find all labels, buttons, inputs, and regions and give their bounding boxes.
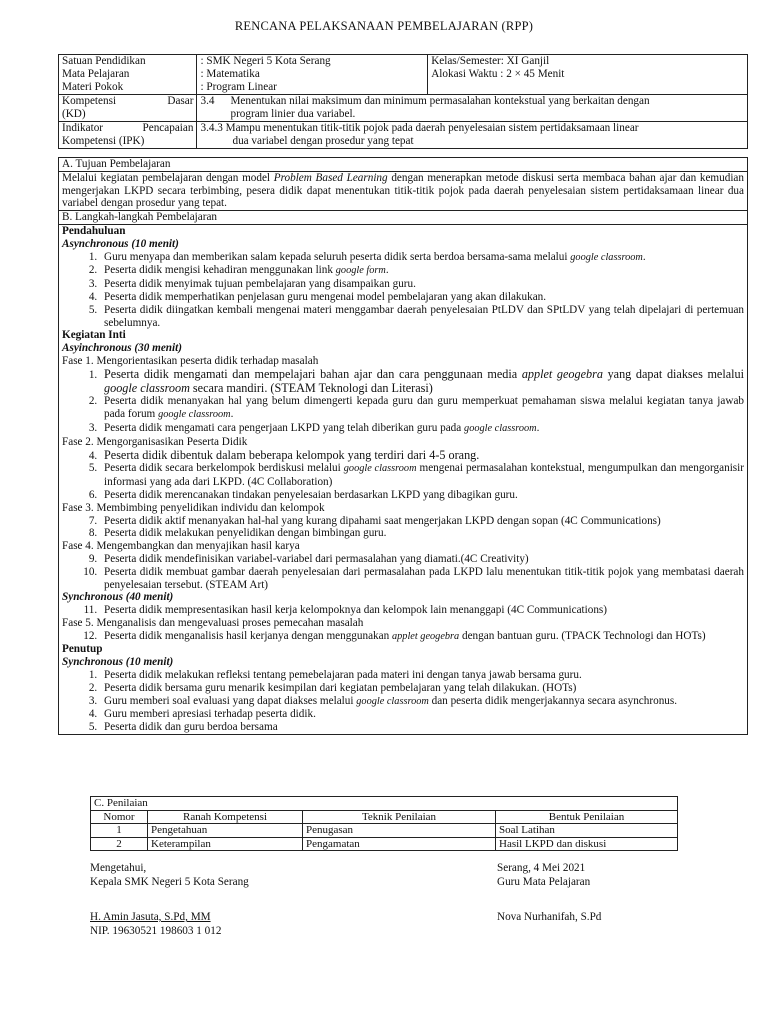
table-cell: 1 [91, 824, 148, 838]
table-cell: Keterampilan [148, 837, 303, 851]
inti-subheading: Asyinchronous (30 menit) [62, 342, 182, 355]
kepala-title: Kepala SMK Negeri 5 Kota Serang [90, 876, 249, 888]
list-item: 3. Peserta didik mengamati cara pengerjaan LKPD yang telah diberikan guru pada google classroom. [100, 422, 744, 436]
guru-title: Guru Mata Pelajaran [497, 876, 591, 888]
list-item: 12. Peserta didik menganalisis hasil kerjanya dengan menggunakan applet geogebra dengan bantuan guru. (TPACK Technologi dan HOTs) [100, 630, 744, 644]
header-table [58, 54, 748, 149]
kepala-name: H. Amin Jasuta, S.Pd, MM [90, 911, 211, 923]
tujuan-text-b: dengan menerapkan metode diskusi serta membaca bahan ajar dan kemudian mengerjakan LKPD secara terbimbing, pesera didik dapat menentukan titik-titik pojok pada daerah penyelesaian sistem pertidaksamaan linear dua variabel dengan prosedur yang tepat. [62, 171, 744, 210]
fase-5-list [62, 630, 744, 644]
kd-label-b: Dasar [167, 95, 194, 107]
table-cell: Pengetahuan [148, 824, 303, 838]
kd-label-a: Kompetensi [62, 95, 117, 107]
pendahuluan-list [62, 251, 744, 330]
ipk-label-b: Pencapaian [142, 122, 194, 134]
list-item: 9. Peserta didik mendefinisikan variabel-variabel dari permasalahan yang diamati.(4C Creativity) [100, 553, 744, 566]
label-materi: Materi Pokok [62, 81, 124, 93]
list-item: 1. Peserta didik melakukan refleksi tentang pemebelajaran pada materi ini dengan tanya jawab bersama guru. [100, 669, 744, 682]
alokasi-waktu: Alokasi Waktu : 2 × 45 Menit [431, 68, 565, 80]
list-item: 11. Peserta didik mempresentasikan hasil kerja kelompoknya dan kelompok lain menanggapi (4C Communications) [100, 604, 744, 617]
fase-3-heading: Fase 3. Membimbing penyelidikan individu dan kelompok [62, 501, 325, 514]
list-item: 1. Peserta didik mengamati dan mempelajari bahan ajar dan cara penggunaan media applet geogebra yang dapat diakses melalui google classroom secara mandiri. (STEAM Teknologi dan Literasi) [100, 368, 744, 396]
tujuan-paragraph [59, 171, 748, 210]
langkah-heading: B. Langkah-langkah Pembelajaran [59, 211, 748, 225]
fase-1-heading: Fase 1. Mengorientasikan peserta didik terhadap masalah [62, 354, 319, 367]
tujuan-heading: A. Tujuan Pembelajaran [59, 158, 748, 172]
langkah-content [59, 224, 748, 734]
fase-4-list [62, 553, 744, 591]
label-mapel: Mata Pelajaran [62, 68, 130, 80]
kepala-nip: NIP. 19630521 198603 1 012 [90, 925, 222, 937]
column-header: Teknik Penilaian [303, 810, 496, 824]
list-item: 10. Peserta didik membuat gambar daerah penyelesaian dari permasalahan pada LKPD lalu menentukan titik-titik pojok yang membatasi daerah penyelesaian tersebut. (STEAM Art) [100, 566, 744, 592]
penilaian-heading: C. Penilaian [91, 797, 678, 811]
label-satuan: Satuan Pendidikan [62, 55, 146, 67]
list-item: 4. Peserta didik memperhatikan penjelasan guru mengenai model pembelajaran yang akan dilakukan. [100, 291, 744, 304]
signature-left-name [90, 910, 221, 938]
penutup-subheading: Synchronous (10 menit) [62, 656, 174, 669]
column-header: Nomor [91, 810, 148, 824]
fase-4b-list [62, 604, 744, 617]
ipk-label [59, 122, 197, 149]
kd-number: 3.4 [200, 95, 215, 107]
list-item: 8. Peserta didik melakukan penyelidikan dengan bimbingan guru. [100, 527, 744, 540]
fase-4-heading: Fase 4. Mengembangkan dan menyajikan hasil karya [62, 540, 300, 553]
table-cell: Pengamatan [303, 837, 496, 851]
tujuan-text-model: Problem Based Learning [273, 171, 388, 184]
ipk-label-a: Indikator [62, 122, 104, 134]
pendahuluan-subheading: Asynchronous (10 menit) [62, 237, 179, 250]
tujuan-text-a: Melalui kegiatan pembelajaran dengan model [62, 171, 274, 184]
list-item: 4. Guru memberi apresiasi terhadap peserta didik. [100, 708, 744, 721]
pendahuluan-heading: Pendahuluan [62, 224, 126, 237]
kd-text-line2: program linier dua variabel. [230, 108, 356, 120]
identity-values [197, 55, 428, 95]
fase-3-list [62, 515, 744, 541]
list-item: 5. Peserta didik secara berkelompok berdiskusi melalui google classroom mengenai permasalahan kontekstual, mengumpulkan dan mengorganisir informasi yang ada dari LKPD. (4C Collaboration) [100, 462, 744, 489]
ipk-text-line1: 3.4.3 Mampu menentukan titik-titik pojok pada daerah penyelesaian sistem pertidaksamaan linear [200, 122, 639, 134]
kelas-semester: Kelas/Semester: XI Ganjil [431, 55, 550, 67]
identity-labels [59, 55, 197, 95]
value-satuan: : SMK Negeri 5 Kota Serang [200, 55, 331, 67]
ipk-text-line2: dua variabel dengan prosedur yang tepat [232, 135, 414, 147]
class-info [428, 55, 748, 95]
inti-heading: Kegiatan Inti [62, 329, 126, 342]
list-item: 2. Peserta didik mengisi kehadiran menggunakan link google form. [100, 264, 744, 278]
penilaian-table [90, 796, 678, 851]
penutup-list [62, 669, 744, 734]
fase-5-heading: Fase 5. Menganalisis dan mengevaluasi proses pemecahan masalah [62, 616, 364, 629]
table-cell: Soal Latihan [496, 824, 678, 838]
document-title: RENCANA PELAKSANAAN PEMBELAJARAN (RPP) [234, 19, 534, 33]
penutup-heading: Penutup [62, 643, 103, 656]
kd-label [59, 95, 197, 122]
kd-text-line1: Menentukan nilai maksimum dan minimum permasalahan kontekstual yang berkaitan dengan [230, 95, 650, 107]
column-header: Bentuk Penilaian [496, 810, 678, 824]
list-item: 6. Peserta didik merencanakan tindakan penyelesaian berdasarkan LKPD yang dibagikan guru. [100, 489, 744, 502]
signature-left [90, 861, 249, 889]
fase-2-heading: Fase 2. Mengorganisasikan Peserta Didik [62, 435, 248, 448]
table-row [91, 824, 678, 838]
list-item: 7. Peserta didik aktif menanyakan hal-hal yang kurang dipahami saat mengerjakan LKPD dengan sopan (4C Communications) [100, 515, 744, 528]
list-item: 5. Peserta didik dan guru berdoa bersama [100, 721, 744, 734]
place-date: Serang, 4 Mei 2021 [497, 862, 586, 874]
list-item: 3. Peserta didik menyimak tujuan pembelajaran yang disampaikan guru. [100, 278, 744, 291]
kd-content [197, 95, 748, 122]
list-item: 2. Peserta didik bersama guru menarik kesimpilan dari kegiatan pembelajaran yang telah dilakukan. (HOTs) [100, 682, 744, 695]
table-row [91, 837, 678, 851]
table-cell: 2 [91, 837, 148, 851]
table-cell: Penugasan [303, 824, 496, 838]
table-header-row [91, 810, 678, 824]
main-table [58, 157, 748, 735]
list-item: 2. Peserta didik menanyakan hal yang belum dimengerti kepada guru dan guru memperkuat pemahaman siswa melalui kegiatan tanya jawab pada forum google classroom. [100, 395, 744, 422]
value-mapel: : Matematika [200, 68, 260, 80]
list-item: 1. Guru menyapa dan memberikan salam kepada seluruh peserta didik serta berdoa bersama-sama melalui google classroom. [100, 251, 744, 265]
table-cell: Hasil LKPD dan diskusi [496, 837, 678, 851]
synchronous-subheading: Synchronous (40 menit) [62, 591, 174, 604]
ipk-content [197, 122, 748, 149]
fase-1-list [62, 368, 744, 436]
value-materi: : Program Linear [200, 81, 277, 93]
guru-name: Nova Nurhanifah, S.Pd [497, 911, 602, 923]
list-item: 5. Peserta didik diingatkan kembali mengenai materi menggambar daerah penyelesaian PtLDV dan SPtLDV yang telah dipelajari di pertemuan sebelumnya. [100, 304, 744, 330]
kd-label-c: (KD) [62, 108, 86, 120]
list-item: 4. Peserta didik dibentuk dalam beberapa kelompok yang terdiri dari 4-5 orang. [100, 449, 744, 463]
signature-right-name [497, 910, 601, 924]
fase-2-list [62, 449, 744, 502]
list-item: 3. Guru memberi soal evaluasi yang dapat diakses melalui google classroom dan peserta didik mengerjakannya secara asynchronus. [100, 695, 744, 709]
mengetahui-label: Mengetahui, [90, 862, 147, 874]
signature-right [497, 861, 590, 889]
ipk-label-c: Kompetensi (IPK) [62, 135, 145, 147]
column-header: Ranah Kompetensi [148, 810, 303, 824]
